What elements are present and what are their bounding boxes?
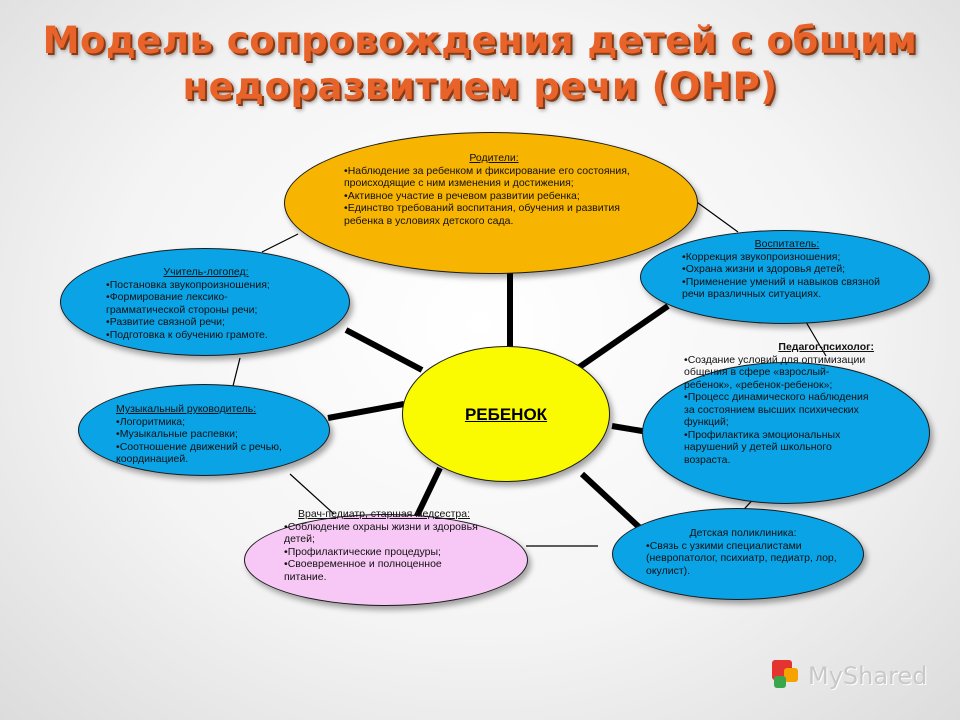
clinic-text: [646, 527, 840, 577]
speech-therapist-text: [106, 266, 306, 341]
spoke-music: [328, 404, 404, 418]
psychologist-item: • Процесс динамического наблюдения за состоянием высших психических функций;: [684, 391, 874, 429]
speech-therapist-item: • Формирование лексико-грамматической стороны речи;: [106, 291, 306, 316]
clinic-heading: Детская поликлиника:: [689, 527, 797, 539]
parents-text: [344, 152, 644, 227]
speech-therapist-item: • Постановка звукопроизношения;: [106, 279, 306, 292]
music-item: • Логоритмика;: [116, 416, 302, 429]
music-heading: Музыкальный руководитель:: [116, 403, 257, 415]
doctor-heading: Врач-педиатр, старшая медсестра:: [298, 508, 470, 520]
ring-speech-parents: [262, 234, 298, 252]
ring-parents-educator: [694, 200, 738, 232]
doctor-text: [284, 508, 484, 583]
clinic-item: • Связь с узкими специалистами (невропатолог, психиатр, педиатр, лор, окулист).: [646, 540, 840, 578]
parents-heading: Родители:: [469, 152, 519, 164]
doctor-item: • Своевременное и полноценное питание.: [284, 558, 484, 583]
psychologist-heading: Педагог-психолог:: [778, 341, 874, 353]
speech-therapist-item: • Развитие связной речи;: [106, 316, 306, 329]
educator-text: [682, 238, 892, 301]
educator-heading: Воспитатель:: [754, 238, 820, 250]
logo-square-icon: [784, 668, 798, 682]
music-text: [116, 403, 302, 466]
educator-item: • Применение умений и навыков связной речи вразличных ситуациях.: [682, 276, 892, 301]
speech-therapist-heading: Учитель-логопед:: [163, 266, 249, 278]
parents-item: • Активное участие в речевом развитии ребенка;: [344, 190, 644, 203]
parents-item: • Единство требований воспитания, обучения и развития ребенка в условиях детского сада.: [344, 202, 644, 227]
psychologist-text: [684, 341, 874, 466]
center-label: РЕБЕНОК: [464, 405, 548, 424]
psychologist-item: • Создание условий для оптимизации общения в сфере «взрослый-ребенок», «ребенок-ребенок»;: [684, 354, 874, 392]
spoke-speech: [346, 330, 422, 370]
title-line-2: недоразвитием речи (ОНР): [182, 65, 778, 108]
educator-item: • Охрана жизни и здоровья детей;: [682, 263, 892, 276]
doctor-item: • Соблюдение охраны жизни и здоровья детей;: [284, 521, 484, 546]
title-line-1: Модель сопровождения детей с общим: [42, 19, 918, 62]
logo-text: MyShared: [808, 662, 928, 690]
myshared-logo: [770, 658, 930, 694]
psychologist-item: • Профилактика эмоциональных нарушений у детей школьного возраста.: [684, 429, 874, 467]
spoke-clinic: [582, 474, 640, 528]
parents-item: • Наблюдение за ребенком и фиксирование его состояния, происходящие с ним изменения и достижения;: [344, 165, 644, 190]
educator-item: • Коррекция звукопроизношения;: [682, 251, 892, 264]
spoke-educator: [578, 306, 668, 368]
doctor-item: • Профилактические процедуры;: [284, 546, 484, 559]
logo-square-icon: [774, 676, 786, 688]
speech-therapist-item: • Подготовка к обучению грамоте.: [106, 329, 306, 342]
music-item: • Музыкальные распевки;: [116, 428, 302, 441]
music-item: • Соотношение движений с речью, координацией.: [116, 441, 302, 466]
